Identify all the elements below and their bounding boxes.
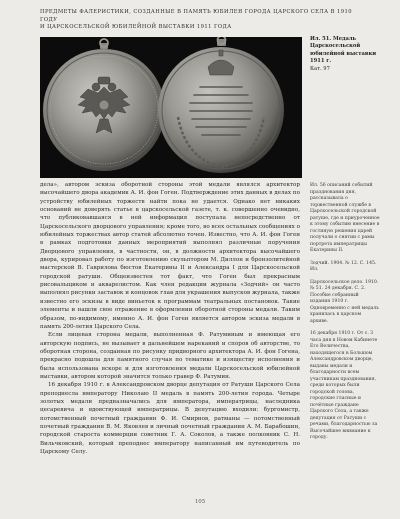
running-header	[40, 9, 370, 32]
note: 16 декабря 1910 г. От с. 3 часа дня в Новом Кабинете Его Величества, находящегося в Большом Александровском дворце, выданы медали и благодарности всем участникам празднования, среди которых были городской голова, городские гласные и почётные граждане Царского Села, а также депутация от Ратуши с речами, благодарностью за Высочайшее внимание к городу.	[310, 331, 378, 440]
caption-title: Ил. 51. Медаль Царскосельской юбилейной выставки 1911 г.	[310, 36, 377, 65]
medal-illustration	[40, 37, 302, 178]
header-line-1: ПРЕДМЕТЫ ФАЛЕРИСТИКИ, СОЗДАННЫЕ В ПАМЯТЬ ЮБИЛЕЯ ГОРОДА ЦАРСКОГО СЕЛА В 1910 ГОДУ	[40, 9, 352, 23]
header-line-2: И ЦАРСКОСЕЛЬСКОЙ ЮБИЛЕЙНОЙ ВЫСТАВКИ 1911 ГОДА	[40, 24, 232, 30]
body-text	[40, 181, 300, 456]
note: Царскосельское дело. 1910. № 51. 24 декабря. С. 2. Пособие собранный издания 1910 г. Одновременно с ней медаль хранилась в царском архиве.	[310, 279, 379, 324]
caption-catalog-ref: Кат. 97	[310, 65, 330, 72]
figure-caption	[310, 36, 378, 73]
note: Зодчий. 1904. № 12. С. 145. Ил.	[310, 260, 377, 272]
page-number: 105	[194, 499, 206, 505]
note: Ил. 56 описаний событий празднования дня, рассказывала о торжественной службе в Царскосельской городской ратуше, где и приуроченное к этому событию внесение в гостиную решения царей получали о снятии с рамы портрета императрицы Екатерины II.	[310, 183, 380, 253]
paragraph: Если лицевая сторона медали, выполненная Ф. Ратуминым и имеющая его авторскую подпись, не вызывает в дальнейшем нареканий и споров об авторстве, то оборотная сторона, созданная по рисунку придворного архитектора А. И. фон Гогена, прекрасно подошла для памятного случая по тематике и изяществу исполнения и была использована вскоре и для изготовления медали Царскосельской юбилейной выставки, автором которой значится только гравер Ф. Ратумин.	[40, 332, 300, 380]
paragraph: 16 декабря 1910 г. в Александровском дворце депутация от Ратуши Царского Села преподнесла императору Николаю II медаль в память 200-летия города. Четыре золотых медали предназначались для императора, императрицы, наследника цесаревича и вдовствующей императрицы. В депутацию входили: бургомистр, потомственный почетный гражданин Ф. И. Смирнов, ратманы — потомственный почетный гражданин В. М. Яковлев и личный почетный гражданин А. М. Барабошин, городской староста коммерции советник Г. А. Соколов, а также полковник С. Н. Вильчковский, который преподнес императору написанный им путеводитель по Царскому Селу.	[40, 382, 300, 455]
paragraph: дела», автором эскиза оборотной стороны этой медали являлся архитектор высочайшего двора академик А. И. фон Гоген. Подтверждение этих данных в делах по устройству юбилейных торжеств найти пока не удается. Однако нет никаких оснований не доверять статье в царскосельской газете, т. к. совершенно очевидно, что публиковавшаяся в ней информация поступала непосредственно от Царскосельского дворцового управления; кроме того, во всех остальных сообщениях о юбилейных торжествах автор статей абсолютно точен. Известно, что А. И. фон Гоген в рамках подготовки данных мероприятий выполнял различные поручения Дворцового управления, в частности, он, в должности архитектора высочайшего двора, курировал работу по изготовлению скульптором М. Диллон и бронзолитейной мастерской В. Гавриловa бюстов Екатерины II и Александра I для Царскосельской городской ратуши. Общеизвестен тот факт, что Гоген был прекрасным рисовальщиком и акварелистом. Как член редакции журнала «Зодчий» он часто выполнял рисунки заставок и концовок глав для украшения выпусков журнала, также известно его эскизы в виде виньеток к программам театральных постановок. Такие элементы и нашли свое отражение в оформлении оборотной стороны медали. Таким образом, по-видимому, именно А. И. фон Гоген является автором эскиза медали в память 200-летия Царского Села.	[40, 182, 300, 330]
medal-photograph	[40, 37, 302, 178]
side-notes	[310, 183, 380, 448]
